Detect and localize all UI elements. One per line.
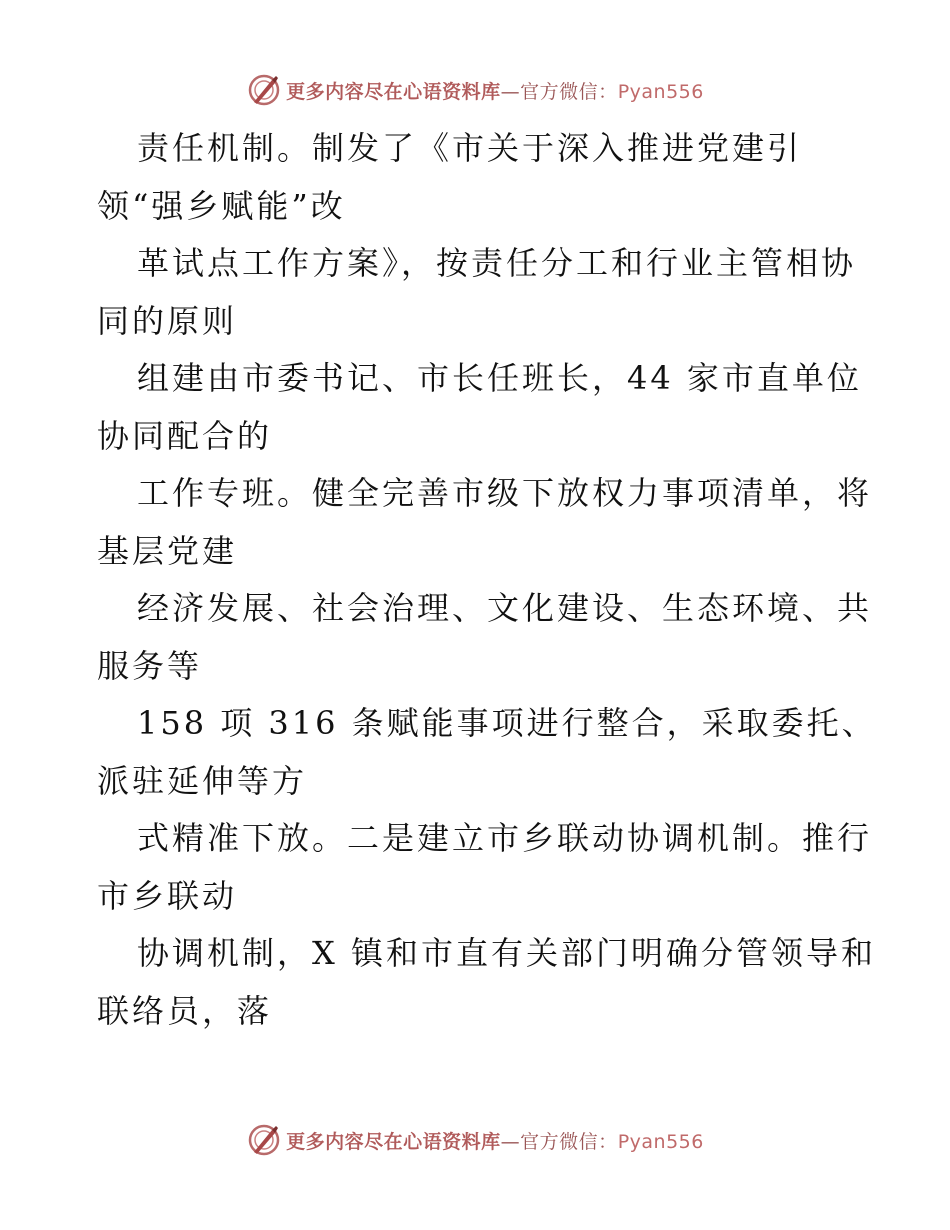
banner-separator: — — [500, 80, 521, 103]
text-line: 领“强乡赋能”改 — [97, 186, 346, 225]
quill-logo-icon — [246, 72, 282, 108]
banner-wechat-id: Pyan556 — [617, 80, 704, 103]
text-line: 市乡联动 — [97, 876, 238, 915]
header-watermark-banner — [0, 70, 950, 110]
banner-main-text: 更多内容尽在心语资料库 — [286, 80, 501, 103]
text-line: 同的原则 — [97, 301, 238, 340]
text-line: 联络员，落 — [97, 991, 273, 1030]
text-line: 服务等 — [97, 646, 203, 685]
footer-watermark-banner — [0, 1120, 950, 1160]
banner-separator: — — [500, 1130, 521, 1153]
text-line: 协调机制，X 镇和市直有关部门明确分管领导和 — [137, 934, 876, 972]
text-line: 组建由市委书记、市长任班长，44 家市直单位 — [137, 359, 862, 397]
document-body — [97, 120, 877, 1040]
text-line: 派驻延伸等方 — [97, 761, 308, 800]
text-line: 158 项 316 条赋能事项进行整合，采取委托、 — [137, 704, 877, 742]
banner-sub-text: 官方微信： — [520, 80, 618, 103]
text-line: 经济发展、社会治理、文化建设、生态环境、共 — [137, 589, 873, 627]
text-line: 工作专班。健全完善市级下放权力事项清单，将 — [137, 474, 873, 512]
text-line: 协同配合的 — [97, 416, 273, 455]
text-line: 基层党建 — [97, 531, 238, 570]
banner-main-text: 更多内容尽在心语资料库 — [286, 1130, 501, 1153]
banner-wechat-id: Pyan556 — [617, 1130, 704, 1153]
text-line: 责任机制。制发了《市关于深入推进党建引 — [137, 129, 803, 167]
text-line: 革试点工作方案》，按责任分工和行业主管相协 — [137, 244, 857, 282]
banner-sub-text: 官方微信： — [520, 1130, 618, 1153]
text-line: 式精准下放。二是建立市乡联动协调机制。推行 — [137, 819, 873, 857]
quill-logo-icon — [246, 1122, 282, 1158]
